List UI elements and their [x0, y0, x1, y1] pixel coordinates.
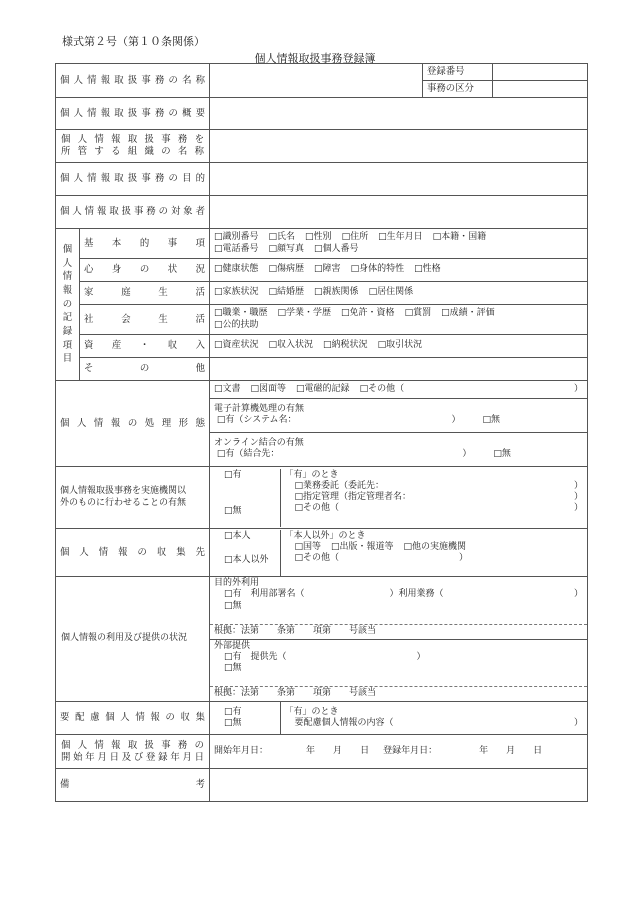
org-label: 個人情報取扱事務を 所管する組織の名称 — [56, 130, 210, 163]
outsourcing-cell[interactable]: □有 □無 「有」のとき □業務委託（委託先： ） □指定管理（指定管理者名： ） □その他（ ） — [210, 467, 588, 529]
subjects-field[interactable] — [210, 196, 588, 229]
usage-cell[interactable]: 目的外利用 □有 利用部署名（ ）利用業務（ ） □無 根拠：法第 条第 項第 号該当 外部提供 □有 提供先（ ） □無 根拠：法第 条第 項第 号該当 — [210, 577, 588, 702]
collection-label: 個人情報の収集先 — [56, 529, 210, 577]
record-items-label: 個 人 情 報 の 記 録 項 目 — [56, 229, 80, 381]
social-label: 社会生活 — [80, 305, 210, 335]
family-label: 家庭生活 — [80, 282, 210, 305]
registration-table — [55, 63, 588, 802]
assets-label: 資産・収入 — [80, 335, 210, 358]
dates-cell[interactable]: 開始年月日： 年 月 日 登録年月日： 年 月 日 — [210, 735, 588, 769]
sensitive-label: 要配慮個人情報の収集 — [56, 702, 210, 735]
remarks-field[interactable] — [210, 769, 588, 802]
overview-label: 個人情報取扱事務の概要 — [56, 98, 210, 130]
purpose-field[interactable] — [210, 163, 588, 196]
collection-cell[interactable]: □本人 □本人以外 「本人以外」のとき □国等 □出版・報道等 □他の実施機関 □その他（ ） — [210, 529, 588, 577]
sensitive-cell[interactable]: □有 □無 「有」のとき 要配慮個人情報の内容（ ） — [210, 702, 588, 735]
processing-label: 個人情報の処理形態 — [56, 381, 210, 467]
outsourcing-label: 個人情報取扱事務を実施機関以 外のものに行わせることの有無 — [56, 467, 210, 529]
name-label: 個人情報取扱事務の名称 — [56, 64, 210, 98]
form-number: 様式第２号（第１０条関係） — [62, 35, 205, 48]
reg-no-field[interactable] — [493, 64, 588, 81]
other-label: その他 — [80, 358, 210, 381]
division-field[interactable] — [493, 81, 588, 98]
usage-label: 個人情報の利用及び提供の状況 — [56, 577, 210, 702]
other-items[interactable] — [210, 358, 588, 381]
document-title: 個人情報取扱事務登録簿 — [254, 52, 376, 65]
basic-items[interactable]: □識別番号 □氏名 □性別 □住所 □生年月日 □本籍・国籍 □電話番号 □顔写真 □個人番号 — [210, 229, 588, 259]
overview-field[interactable] — [210, 98, 588, 130]
assets-items[interactable]: □資産状況 □収入状況 □納税状況 □取引状況 — [210, 335, 588, 358]
subjects-label: 個人情報取扱事務の対象者 — [56, 196, 210, 229]
division-label: 事務の区分 — [423, 81, 493, 98]
remarks-label: 備考 — [56, 769, 210, 802]
org-field[interactable] — [210, 130, 588, 163]
social-items[interactable]: □職業・職歴 □学業・学歴 □免許・資格 □賞罰 □成績・評価 □公的扶助 — [210, 305, 588, 335]
name-field[interactable] — [210, 64, 423, 98]
dates-label: 個人情報取扱事務の 開始年月日及び登録年月日 — [56, 735, 210, 769]
basic-label: 基本的事項 — [80, 229, 210, 259]
mind-body-items[interactable]: □健康状態 □傷病歴 □障害 □身体的特性 □性格 — [210, 259, 588, 282]
purpose-label: 個人情報取扱事務の目的 — [56, 163, 210, 196]
mind-body-label: 心身の状況 — [80, 259, 210, 282]
reg-no-label: 登録番号 — [423, 64, 493, 81]
family-items[interactable]: □家族状況 □結婚歴 □親族関係 □居住関係 — [210, 282, 588, 305]
processing-cell[interactable]: □文書 □図面等 □電磁的記録 □その他（ ） 電子計算機処理の有無 □有（システム名： ） □無 オンライン結合の有無 □有（結合先： ） □無 — [210, 381, 588, 467]
